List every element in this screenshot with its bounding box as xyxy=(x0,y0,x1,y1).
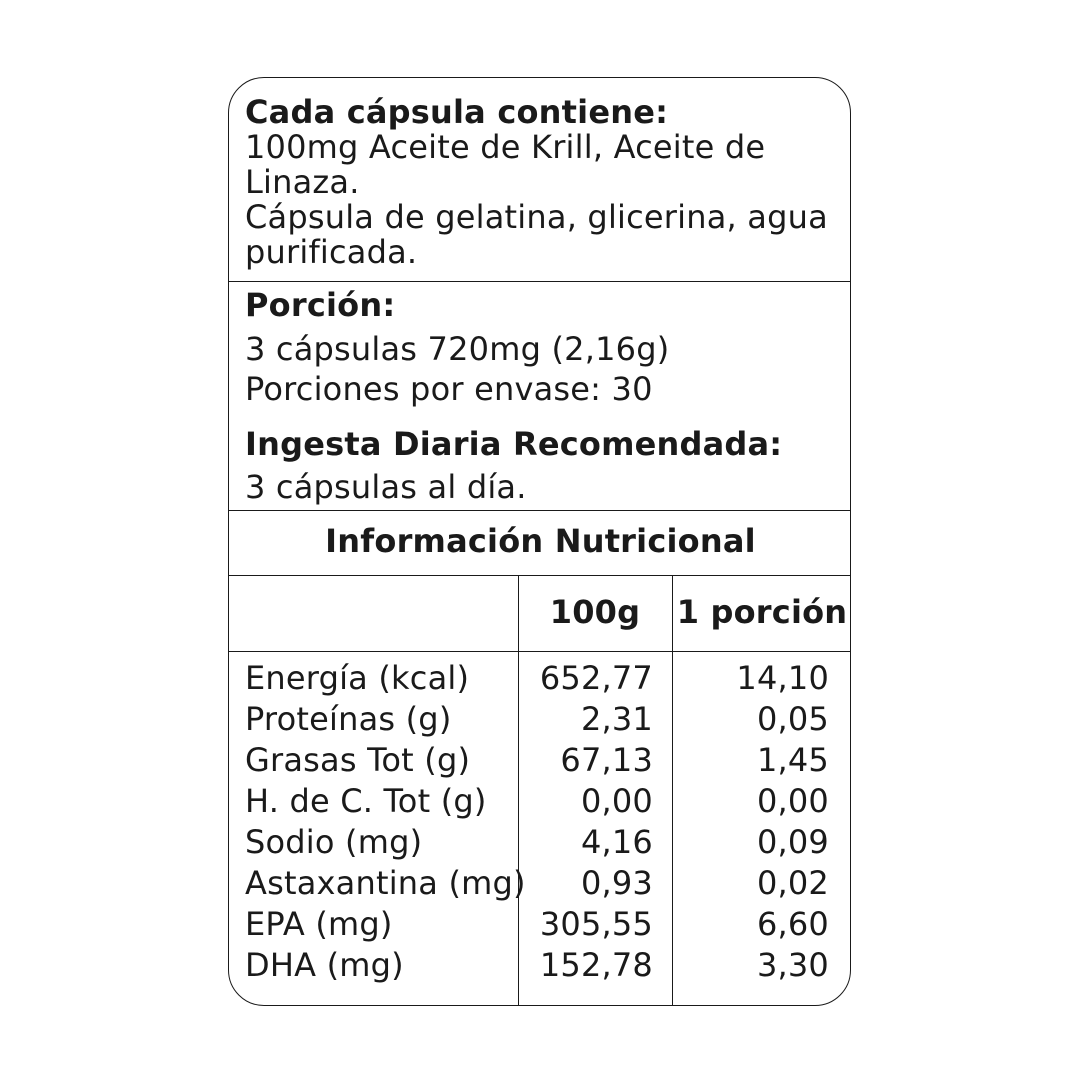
value-portion: 14,10 xyxy=(736,659,829,697)
nutrient-name: Astaxantina (mg) xyxy=(245,864,526,902)
daily-intake-line: 3 cápsulas al día. xyxy=(245,468,527,506)
ingredients-line: Cápsula de gelatina, glicerina, agua xyxy=(245,198,828,236)
ingredients-heading: Cada cápsula contiene: xyxy=(245,93,669,131)
column-header-portion: 1 porción xyxy=(676,593,848,631)
value-100g: 0,93 xyxy=(580,864,653,902)
nutrient-name: Grasas Tot (g) xyxy=(245,741,471,779)
ingredients-line: purificada. xyxy=(245,233,418,271)
nutrient-name: H. de C. Tot (g) xyxy=(245,782,487,820)
serving-line: Porciones por envase: 30 xyxy=(245,370,653,408)
serving-heading: Porción: xyxy=(245,286,396,324)
nutrition-title: Información Nutricional xyxy=(325,522,756,560)
divider xyxy=(229,281,850,282)
nutrient-name: Sodio (mg) xyxy=(245,823,423,861)
divider xyxy=(229,575,850,576)
value-portion: 0,05 xyxy=(756,700,829,738)
nutrient-name: Proteínas (g) xyxy=(245,700,452,738)
value-portion: 1,45 xyxy=(756,741,829,779)
ingredients-line: 100mg Aceite de Krill, Aceite de xyxy=(245,128,766,166)
divider xyxy=(229,510,850,511)
value-portion: 6,60 xyxy=(756,905,829,943)
nutrition-label xyxy=(228,77,851,1006)
value-portion: 0,02 xyxy=(756,864,829,902)
value-100g: 305,55 xyxy=(539,905,653,943)
value-100g: 2,31 xyxy=(580,700,653,738)
nutrient-name: Energía (kcal) xyxy=(245,659,470,697)
column-header-100g: 100g xyxy=(549,593,641,631)
daily-intake-heading: Ingesta Diaria Recomendada: xyxy=(245,425,783,463)
ingredients-line: Linaza. xyxy=(245,163,360,201)
value-100g: 0,00 xyxy=(580,782,653,820)
value-100g: 652,77 xyxy=(539,659,653,697)
value-100g: 67,13 xyxy=(560,741,653,779)
value-100g: 4,16 xyxy=(580,823,653,861)
value-portion: 3,30 xyxy=(756,946,829,984)
serving-line: 3 cápsulas 720mg (2,16g) xyxy=(245,330,670,368)
divider xyxy=(229,651,850,652)
value-portion: 0,00 xyxy=(756,782,829,820)
value-100g: 152,78 xyxy=(539,946,653,984)
nutrient-name: DHA (mg) xyxy=(245,946,404,984)
value-portion: 0,09 xyxy=(756,823,829,861)
nutrient-name: EPA (mg) xyxy=(245,905,393,943)
